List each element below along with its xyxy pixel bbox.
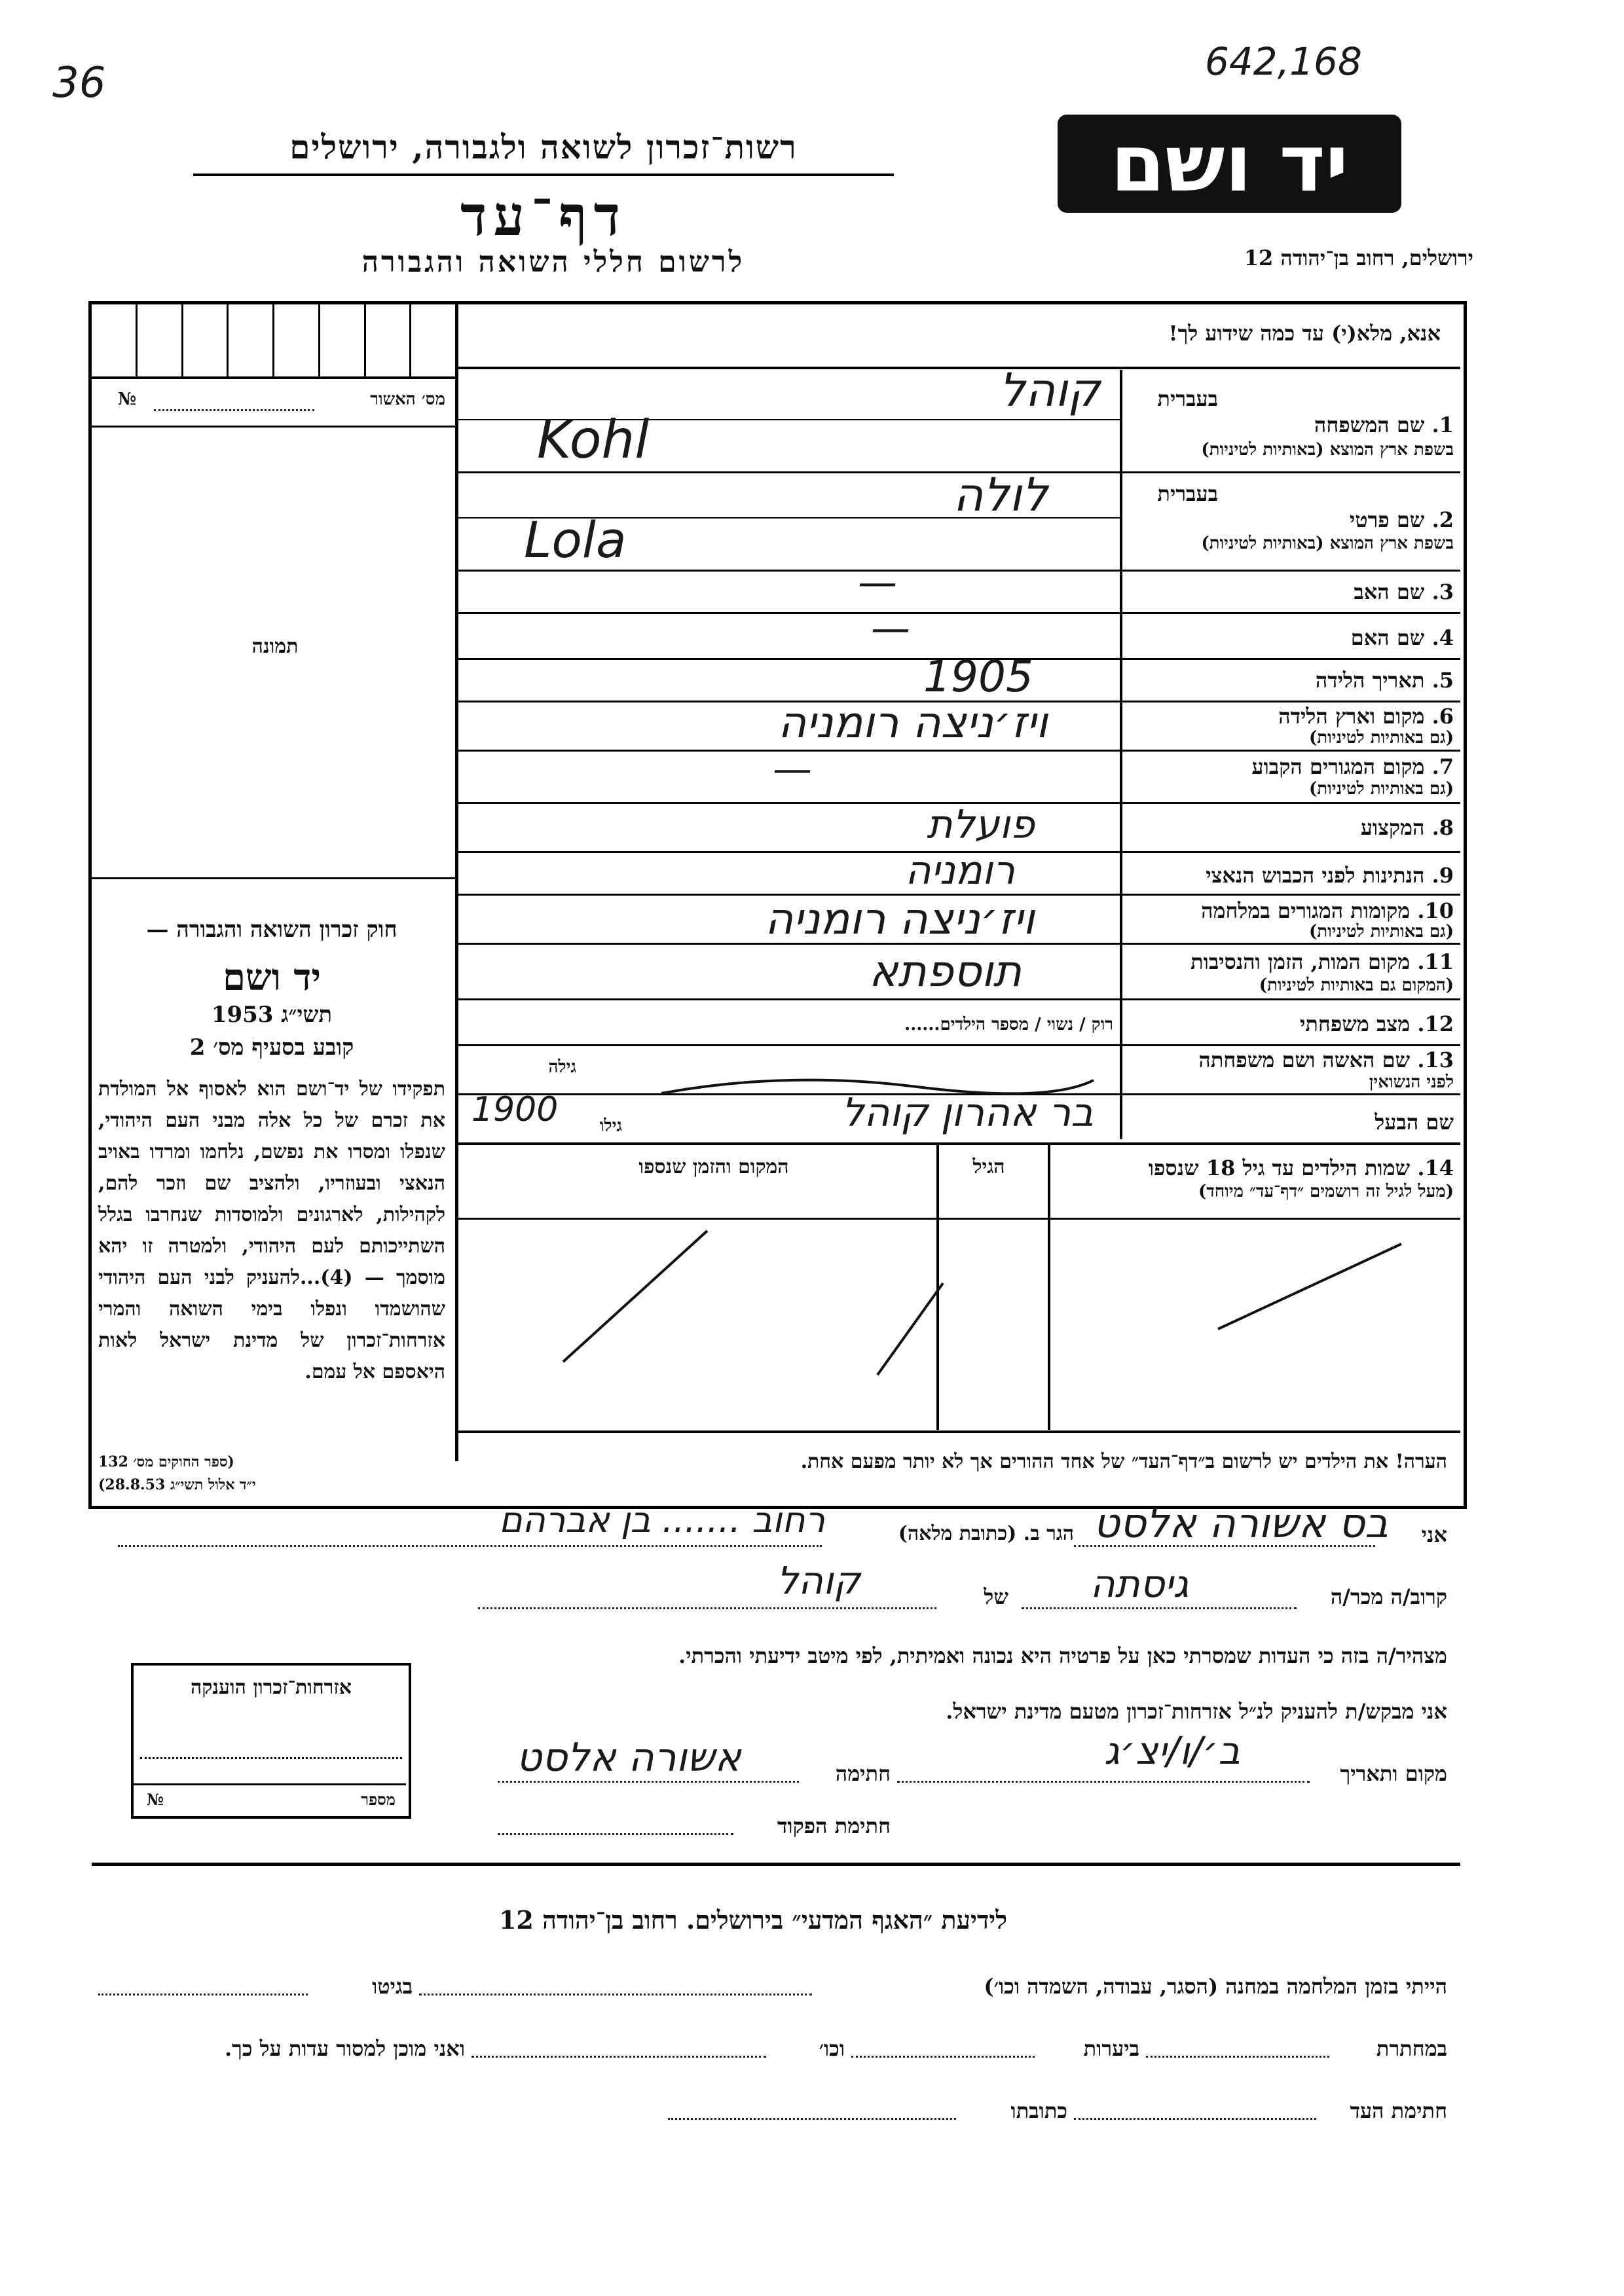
of-value[interactable]: קוהל — [777, 1558, 860, 1603]
photo-label: תמונה — [251, 635, 299, 658]
form-title: דף־עד — [460, 183, 627, 248]
label-family-name: 1. שם המשפחה — [1314, 412, 1454, 437]
id-digit-boxes — [92, 304, 455, 379]
label-children: 14. שמות הילדים עד גיל 18 שנספו — [1148, 1156, 1454, 1180]
law-clause: קובע בסעיף מס׳ 2 — [189, 1034, 354, 1061]
footer-willing: ואני מוכן למסור עדות על כך. — [224, 2036, 465, 2061]
address-value[interactable]: רחוב ....... בן אברהם — [498, 1499, 825, 1540]
label-wartime-residence: 10. מקומות המגורים במלחמה — [1201, 898, 1454, 923]
col-age: הגיל — [972, 1156, 1005, 1178]
label-wife-age: גילה — [548, 1057, 576, 1077]
declarant-name[interactable]: בס אשורה אלסט — [1093, 1499, 1388, 1547]
footer-forests: ביערות — [1083, 2036, 1139, 2061]
label-nationality: 9. הנתינות לפני הכבוש הנאצי — [1206, 863, 1454, 888]
label-hebrew-2: בעברית — [1157, 481, 1218, 506]
family-name-hebrew[interactable]: קוהל — [999, 363, 1100, 417]
label-birth-place-sub: (גם באותיות לטיניות) — [1308, 728, 1454, 748]
law-text: תפקידו של יד־ושם הוא לאסוף אל המולדת את זכרם של כל אלה מבני העם היהודי, שנפלו ומסרו את נפשם, נלחמו ומרדו באויב הנאצי ובעוזריו, ולהציב שם וזכר להם, לקהילות, לארגונים ולמוסדות שנחרבו בגלל השתייכותם לעם היהודי, ולמטרה זו יהא מוסמך — (4)...להעניק לבני העם היהודי שהושמדו ונפלו בימי השואה והמרי אזרחות־זכרון של מדינת ישראל לאות היאספם אל עמם. — [98, 1078, 445, 1383]
label-family-name-sub: בשפת ארץ המוצא (באותיות לטיניות) — [1201, 440, 1454, 460]
place-date-value[interactable]: ב׳/ו/יצ׳ג — [1104, 1728, 1240, 1773]
father-name[interactable]: — — [858, 560, 897, 606]
law-name: יד ושם — [222, 956, 322, 999]
declaration-request: אני מבקש/ת להעניק לנ״ל אזרחות־זכרון מטעם מדינת ישראל. — [946, 1699, 1447, 1724]
children-strike-lines — [458, 1218, 1460, 1430]
form-subtitle: לרשום חללי השואה והגבורה — [361, 246, 745, 279]
label-of: של — [984, 1584, 1008, 1609]
label-residence: 7. מקום המגורים הקבוע — [1251, 754, 1454, 779]
label-resident: הגר ב. (כתובת מלאה) — [898, 1522, 1074, 1545]
birth-date[interactable]: 1905 — [923, 651, 1033, 702]
citizenship-no-symbol: № — [147, 1790, 164, 1809]
first-name-hebrew[interactable]: לולה — [953, 468, 1048, 522]
label-first-name-sub: בשפת ארץ המוצא (באותיות לטיניות) — [1201, 534, 1454, 553]
label-officer: חתימת הפקוד — [777, 1813, 891, 1838]
logo-text: יד ושם — [1110, 118, 1349, 210]
nationality[interactable]: רומניה — [905, 848, 1015, 894]
law-year: תשי״ג 1953 — [211, 1002, 333, 1028]
label-father: 3. שם האב — [1354, 579, 1454, 604]
relation-value[interactable]: גיסתה — [1090, 1561, 1189, 1606]
label-husband-name: שם הבעל — [1375, 1110, 1454, 1135]
footer-witness-signature: חתימת העד — [1350, 2098, 1447, 2123]
marital-options: רוק / נשוי / מספר הילדים...... — [904, 1015, 1113, 1034]
citizenship-title: אזרחות־זכרון הוענקה — [190, 1676, 352, 1699]
profession[interactable]: פועלת — [927, 802, 1035, 848]
signature-value[interactable]: אשורה אלסט — [516, 1735, 741, 1781]
citizenship-number-label: מספר — [361, 1790, 396, 1809]
label-children-sub: (מעל לגיל זה רושמים ״דף־עד״ מיוחד) — [1198, 1182, 1454, 1201]
husband-name[interactable]: בר אהרון קוהל — [841, 1090, 1094, 1136]
label-birth-place: 6. מקום וארץ הלידה — [1278, 704, 1454, 729]
instructions: אנא, מלא(י) עד כמה שידוע לך! — [1168, 321, 1441, 346]
address: ירושלים, רחוב בן־יהודה 12 — [1244, 246, 1473, 270]
label-profession: 8. המקצוע — [1360, 815, 1454, 840]
label-signature: חתימה — [835, 1761, 891, 1786]
first-name-latin[interactable]: Lola — [524, 511, 627, 569]
death-place[interactable]: תוספתא — [869, 946, 1022, 996]
birth-place[interactable]: ויז׳ניצה רומניה — [778, 697, 1048, 748]
wartime-residence[interactable]: ויז׳ניצה רומניה — [765, 894, 1035, 944]
footer-title: לידיעת ״האגף המדעי״ בירושלים. רחוב בן־יהודה 12 — [498, 1905, 1008, 1935]
label-wife-name: 13. שם האשה ושם משפחתה — [1198, 1048, 1454, 1072]
law-title: חוק זכרון השואה והגבורה — — [146, 917, 397, 943]
label-birth-date: 5. תאריך הלידה — [1315, 668, 1454, 693]
corner-number: 36 — [52, 59, 106, 107]
law-ref-2: י״ד אלול תשי״ג 28.8.53) — [98, 1476, 256, 1493]
label-i: אני — [1421, 1522, 1447, 1547]
residence[interactable]: — — [773, 746, 812, 792]
label-husband-age: גילו — [599, 1116, 622, 1136]
approval-label: מס׳ האשור — [370, 390, 445, 409]
label-relative: קרוב/ה מכר/ה — [1330, 1584, 1447, 1609]
citizenship-box — [131, 1663, 411, 1819]
label-marital-status: 12. מצב משפחתי — [1300, 1011, 1454, 1036]
label-mother: 4. שם האם — [1350, 625, 1454, 650]
note: הערה! את הילדים יש לרשום ב״דף־העד״ של אחד ההורים אך לא יותר מפעם אחת. — [800, 1450, 1447, 1473]
footer-camp: הייתי בזמן המלחמה במחנה (הסגר, עבודה, השמדה וכו׳) — [984, 1974, 1447, 1999]
footer-underground: במחתרת — [1376, 2036, 1447, 2061]
family-name-latin[interactable]: Kohl — [537, 409, 650, 470]
label-first-name: 2. שם פרטי — [1349, 507, 1454, 532]
husband-age[interactable]: 1900 — [471, 1090, 559, 1129]
wife-name-strike — [655, 1067, 1100, 1106]
yad-vashem-logo — [1058, 115, 1401, 213]
label-place-date: מקום ותאריך — [1340, 1761, 1447, 1786]
reference-number: 642,168 — [1205, 39, 1362, 84]
label-residence-sub: (גם באותיות לטיניות) — [1308, 779, 1454, 799]
org-name: רשות־זכרון לשואה ולגבורה, ירושלים — [289, 128, 798, 166]
label-hebrew-1: בעברית — [1157, 386, 1218, 411]
declaration-statement: מצהיר/ה בזה כי העדות שמסרתי כאן על פרטיה היא נכונה ואמיתית, לפי מיטב ידיעתי והכרתי. — [678, 1643, 1447, 1668]
label-death-place: 11. מקום המות, הזמן והנסיבות — [1190, 949, 1454, 974]
footer-etc: וכו׳ — [819, 2036, 845, 2061]
label-death-place-sub: (המקום גם באותיות לטיניות) — [1259, 975, 1454, 995]
approval-line[interactable] — [154, 409, 314, 411]
label-wife-name-sub: לפני הנשואין — [1369, 1072, 1454, 1092]
label-wartime-residence-sub: (גם באותיות לטיניות) — [1308, 922, 1454, 941]
mother-name[interactable]: — — [871, 606, 910, 651]
footer-ghetto: בגיטו — [372, 1974, 413, 1999]
footer-address: כתובתו — [1010, 2098, 1067, 2123]
col-place-time: המקום והזמן שנספו — [638, 1156, 789, 1178]
approval-no-symbol: № — [118, 390, 137, 409]
law-ref-1: (ספר החוקים מס׳ 132 — [98, 1453, 234, 1470]
